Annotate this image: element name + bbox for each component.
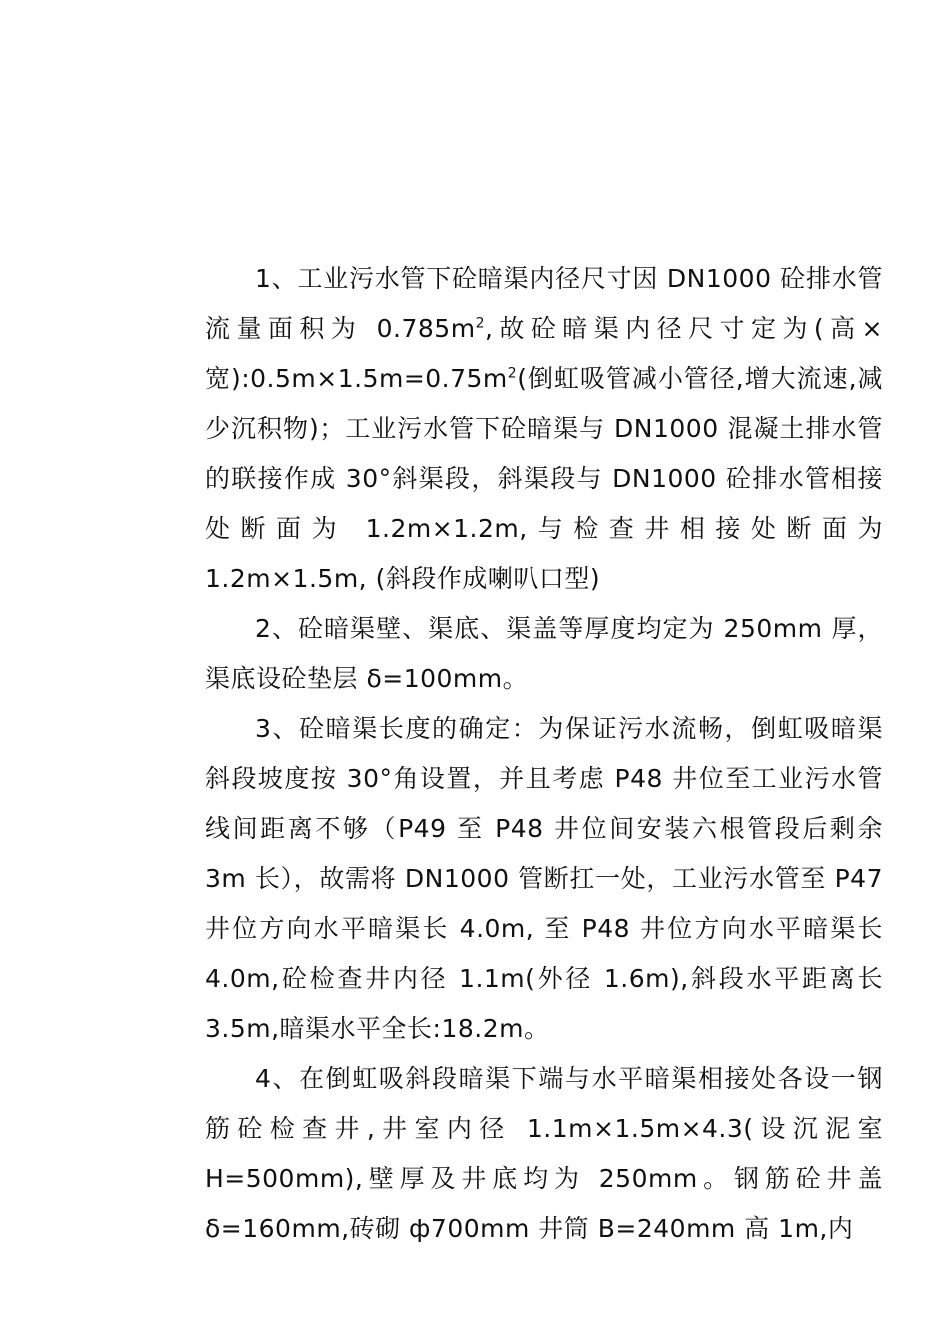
- paragraph-1: [205, 254, 883, 604]
- paragraph-1-text-c: (倒虹吸管减小管径,增大流速,减少沉积物)；工业污水管下砼暗渠与 DN1000 混凝土排水管的联接作成 30°斜渠段，斜渠段与 DN1000 砼排水管相接处断面为 1.2m×1.2m,与检查井相接处断面为 1.2m×1.5m, (斜段作成喇叭口型): [205, 364, 884, 593]
- paragraph-4: 4、在倒虹吸斜段暗渠下端与水平暗渠相接处各设一钢筋砼检查井,井室内径 1.1m×1.5m×4.3(设沉泥室 H=500mm),壁厚及井底均为 250mm。钢筋砼井盖 δ=160mm,砖砌 ф700mm 井筒 B=240mm 高 1m,内: [205, 1064, 883, 1243]
- superscript-square-1: 2: [475, 315, 485, 332]
- superscript-square-2: 2: [507, 365, 518, 382]
- document-body: [205, 254, 883, 1254]
- paragraph-1-text-a: 1、工业污水管下砼暗渠内径尺寸因 DN1000 砼排水管流量面积为 0.785m: [205, 264, 883, 343]
- paragraph-2: 2、砼暗渠壁、渠底、渠盖等厚度均定为 250mm 厚，渠底设砼垫层 δ=100mm。: [205, 614, 883, 693]
- paragraph-3: 3、砼暗渠长度的确定：为保证污水流畅，倒虹吸暗渠斜段坡度按 30°角设置，并且考虑 P48 井位至工业污水管线间距离不够（P49 至 P48 井位间安装六根管段后剩余 3m 长），故需将 DN1000 管断扛一处，工业污水管至 P47 井位方向水平暗渠长 4.0m, 至 P48 井位方向水平暗渠长 4.0m,砼检查井内径 1.1m(外径 1.6m),斜段水平距离长 3.5m,暗渠水平全长:18.2m。: [205, 714, 883, 1043]
- paragraph-1-text-b: ,故砼暗渠内径尺寸定为(高×宽):0.5m×1.5m=0.75m: [205, 314, 883, 393]
